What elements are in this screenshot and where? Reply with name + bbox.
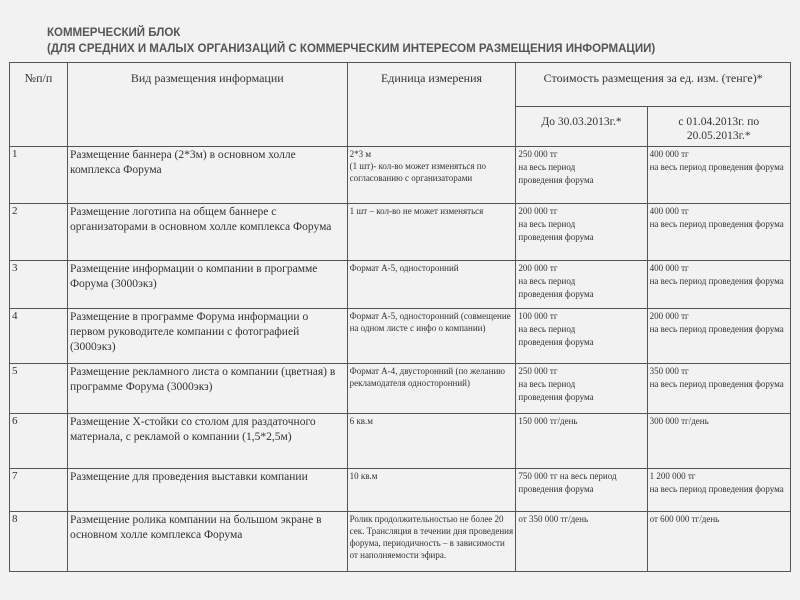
price-until: от 350 000 тг/день [516,512,647,572]
placement-type: Размещение X-стойки со столом для раздаточного материала, с рекламой о компании (1,5*2,5м) [67,414,347,469]
row-number: 7 [10,469,68,512]
unit-measure: Формат А-5, односторонний [347,261,516,309]
table-row [10,512,791,572]
pricing-table [9,62,791,572]
row-number: 8 [10,512,68,572]
price-from: 400 000 тг на весь период проведения форума [647,261,790,309]
row-number: 5 [10,364,68,414]
header-subtitle: (ДЛЯ СРЕДНИХ И МАЛЫХ ОРГАНИЗАЦИЙ С КОММЕРЧЕСКИМ ИНТЕРЕСОМ РАЗМЕЩЕНИЯ ИНФОРМАЦИИ) [47,43,656,55]
header-from-date: с 01.04.2013г. по 20.05.2013г.* [647,107,790,147]
price-from: 400 000 тг на весь период проведения форума [647,204,790,261]
header-cost: Стоимость размещения за ед. изм. (тенге)* [516,63,791,107]
header-title: КОММЕРЧЕСКИЙ БЛОК [47,27,181,39]
placement-type: Размещение для проведения выставки компании [67,469,347,512]
price-until: 200 000 тг на весь период проведения форума [516,204,647,261]
unit-measure: 1 шт – кол-во не может изменяться [347,204,516,261]
table-row [10,309,791,364]
price-from: 300 000 тг/день [647,414,790,469]
table-row [10,414,791,469]
price-until: 100 000 тг на весь период проведения форума [516,309,647,364]
price-from: 200 000 тг на весь период проведения форума [647,309,790,364]
table-row [10,204,791,261]
table-row [10,147,791,204]
placement-type: Размещение в программе Форума информации о первом руководителе компании с фотографией (3000экз) [67,309,347,364]
price-until: 750 000 тг на весь период проведения форума [516,469,647,512]
unit-measure: Формат А-5, односторонний (совмещение на одном листе с инфо о компании) [347,309,516,364]
price-from: 400 000 тг на весь период проведения форума [647,147,790,204]
row-number: 1 [10,147,68,204]
document-header [47,25,655,57]
placement-type: Размещение ролика компании на большом экране в основном холле комплекса Форума [67,512,347,572]
row-number: 6 [10,414,68,469]
table-row [10,261,791,309]
header-type: Вид размещения информации [67,63,347,147]
price-from: от 600 000 тг/день [647,512,790,572]
price-until: 150 000 тг/день [516,414,647,469]
unit-measure: 6 кв.м [347,414,516,469]
table-row [10,469,791,512]
price-until: 250 000 тг на весь период проведения форума [516,147,647,204]
price-until: 250 000 тг на весь период проведения форума [516,364,647,414]
table-row [10,364,791,414]
unit-measure: 10 кв.м [347,469,516,512]
header-until-date: До 30.03.2013г.* [516,107,647,147]
placement-type: Размещение логотипа на общем баннере с организаторами в основном холле комплекса Форума [67,204,347,261]
header-num: №п/п [10,63,68,147]
row-number: 4 [10,309,68,364]
unit-measure: Формат А-4, двусторонний (по желанию рекламодателя односторонний) [347,364,516,414]
placement-type: Размещение информации о компании в программе Форума (3000экз) [67,261,347,309]
unit-measure: 2*3 м (1 шт)- кол-во может изменяться по согласованию с организаторами [347,147,516,204]
placement-type: Размещение баннера (2*3м) в основном холле комплекса Форума [67,147,347,204]
row-number: 3 [10,261,68,309]
row-number: 2 [10,204,68,261]
unit-measure: Ролик продолжительностью не более 20 сек. Трансляция в течении дня проведения форума, периодичность – в зависимости от наполняемости эфира. [347,512,516,572]
price-from: 350 000 тг на весь период проведения форума [647,364,790,414]
price-until: 200 000 тг на весь период проведения форума [516,261,647,309]
price-from: 1 200 000 тг на весь период проведения форума [647,469,790,512]
placement-type: Размещение рекламного листа о компании (цветная) в программе Форума (3000экз) [67,364,347,414]
header-unit: Единица измерения [347,63,516,147]
table-header-row [10,63,791,107]
